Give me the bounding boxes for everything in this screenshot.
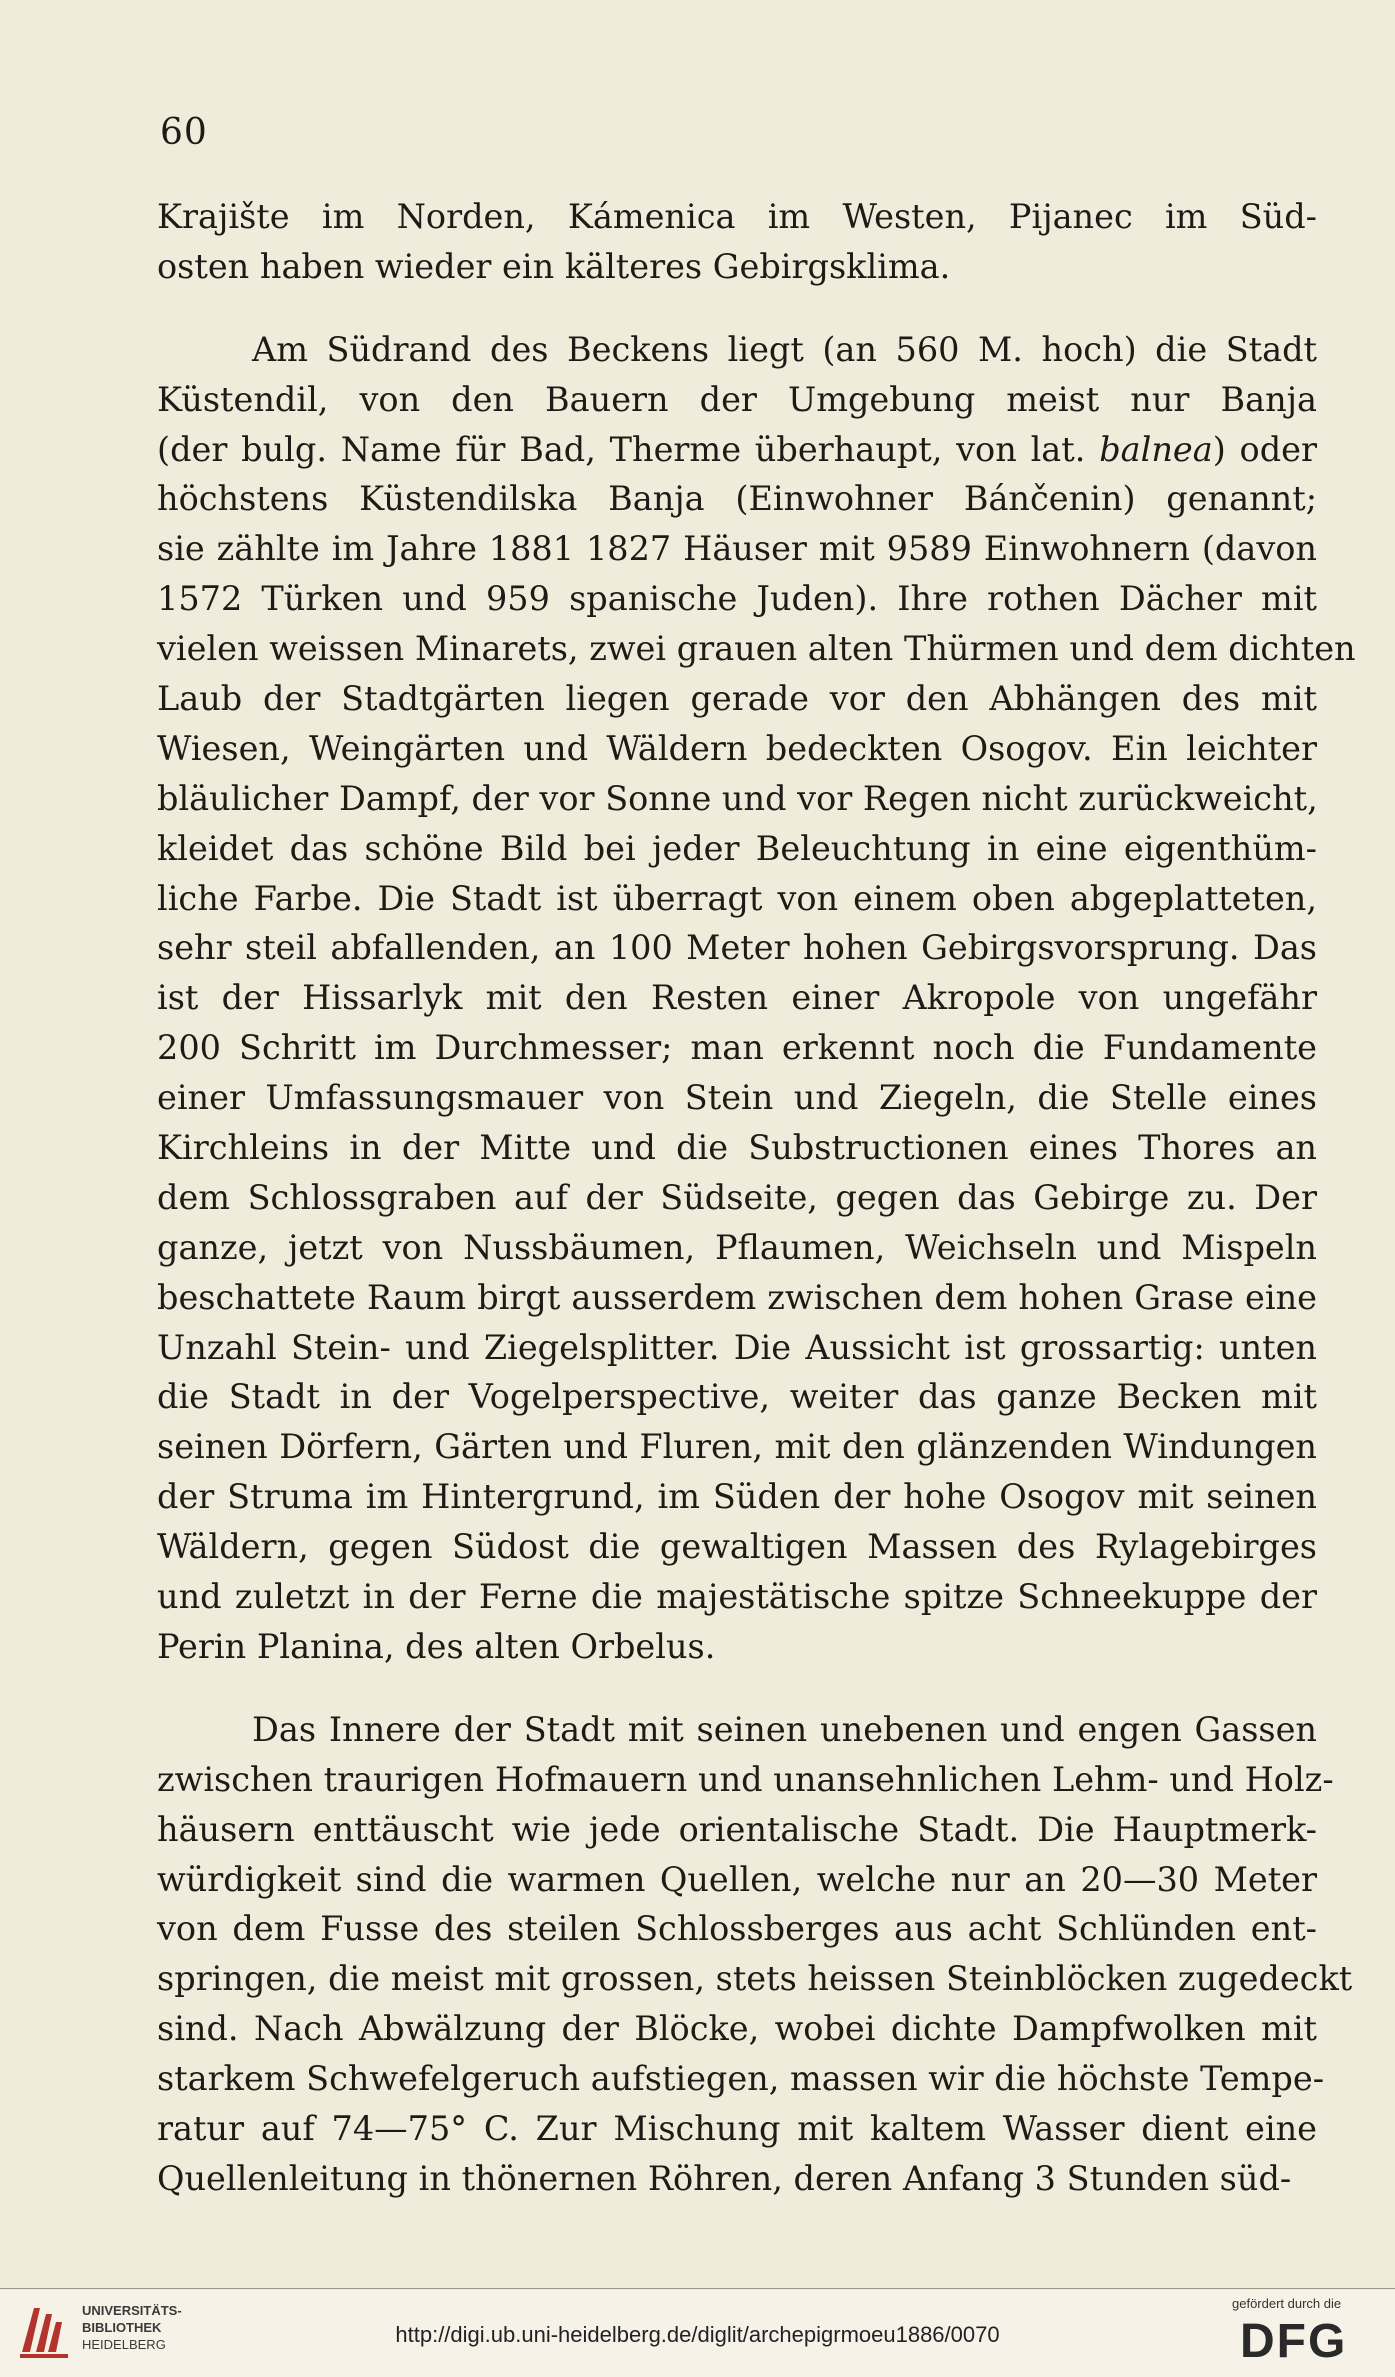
text-line: Laub der Stadtgärten liegen gerade vor den Abhängen des mit: [157, 679, 1317, 719]
text-line: springen, die meist mit grossen, stets heissen Steinblöcken zugedeckt: [157, 1959, 1353, 1999]
text-line: (der bulg. Name für Bad, Therme überhaupt, von lat. balnea) oder: [157, 429, 1318, 469]
text-line: zwischen traurigen Hofmauern und unansehnlichen Lehm- und Holz-: [157, 1759, 1334, 1799]
latin-term: balnea: [1099, 429, 1213, 469]
paragraph: [157, 325, 1356, 1672]
text-line: 200 Schritt im Durchmesser; man erkennt noch die Fundamente: [157, 1028, 1317, 1068]
text-line: 1572 Türken und 959 spanische Juden). Ihre rothen Dächer mit: [157, 579, 1317, 619]
text-line: ratur auf 74—75° C. Zur Mischung mit kaltem Wasser dient eine: [157, 2108, 1317, 2148]
text-line: osten haben wieder ein kälteres Gebirgsklima.: [157, 246, 951, 286]
text-line: kleidet das schöne Bild bei jeder Beleuchtung in eine eigenthüm-: [157, 828, 1317, 868]
text-line: beschattete Raum birgt ausserdem zwischen dem hohen Grase eine: [157, 1277, 1317, 1317]
institution-line-2: BIBLIOTHEK: [82, 2320, 162, 2335]
text-line: Das Innere der Stadt mit seinen unebenen und engen Gassen: [252, 1709, 1317, 1749]
institution-line-1: UNIVERSITÄTS-: [82, 2303, 182, 2318]
text-line: Unzahl Stein- und Ziegelsplitter. Die Aussicht ist grossartig: unten: [157, 1327, 1317, 1367]
text-line: Perin Planina, des alten Orbelus.: [157, 1626, 716, 1666]
text-line: sind. Nach Abwälzung der Blöcke, wobei dichte Dampfwolken mit: [157, 2009, 1317, 2049]
text-line: ganze, jetzt von Nussbäumen, Pflaumen, Weichseln und Mispeln: [157, 1227, 1317, 1267]
text-line: Krajište im Norden, Kámenica im Westen, Pijanec im Süd-: [157, 197, 1317, 236]
text-line: Kirchleins in der Mitte und die Substructionen eines Thores an: [157, 1128, 1317, 1168]
text-line: dem Schlossgraben auf der Südseite, gegen das Gebirge zu. Der: [157, 1177, 1317, 1217]
text-line: Wäldern, gegen Südost die gewaltigen Massen des Rylagebirges: [157, 1527, 1317, 1567]
text-line: seinen Dörfern, Gärten und Fluren, mit den glänzenden Windungen: [157, 1427, 1317, 1467]
footer-divider: [0, 2288, 1395, 2289]
text-line: die Stadt in der Vogelperspective, weiter das ganze Becken mit: [157, 1377, 1317, 1417]
text-line: vielen weissen Minarets, zwei grauen alten Thürmen und dem dichten: [157, 629, 1356, 669]
text-line: bläulicher Dampf, der vor Sonne und vor Regen nicht zurückweicht,: [157, 778, 1318, 818]
text-line: Am Südrand des Beckens liegt (an 560 M. hoch) die Stadt: [252, 329, 1317, 369]
text-block: [157, 192, 1356, 2204]
paragraph: [157, 1705, 1353, 2204]
text-line: höchstens Küstendilska Banja (Einwohner Bánčenin) genannt;: [157, 479, 1317, 519]
text-line: Wiesen, Weingärten und Wäldern bedeckten Osogov. Ein leichter: [157, 728, 1317, 768]
institution-line-3: HEIDELBERG: [82, 2337, 166, 2352]
text-line: der Struma im Hintergrund, im Süden der hohe Osogov mit seinen: [157, 1477, 1317, 1517]
funding-note: gefördert durch die: [1232, 2296, 1342, 2311]
dfg-logo: DFG: [1240, 2315, 1348, 2368]
text-line: von dem Fusse des steilen Schlossberges aus acht Schlünden ent-: [157, 1909, 1317, 1949]
paragraph: [157, 192, 1317, 292]
text-line: starkem Schwefelgeruch aufstiegen, massen wir die höchste Tempe-: [157, 2059, 1325, 2099]
text-line: Küstendil, von den Bauern der Umgebung meist nur Banja: [157, 379, 1317, 419]
paragraph-gap: [157, 1672, 1317, 1705]
text-line: sehr steil abfallenden, an 100 Meter hohen Gebirgsvorsprung. Das: [157, 928, 1317, 968]
text-line: würdigkeit sind die warmen Quellen, welche nur an 20—30 Meter: [157, 1859, 1317, 1899]
text-line: und zuletzt in der Ferne die majestätische spitze Schneekuppe der: [157, 1577, 1317, 1617]
text-line: liche Farbe. Die Stadt ist überragt von einem oben abgeplatteten,: [157, 878, 1317, 918]
text-line: häusern enttäuscht wie jede orientalische Stadt. Die Hauptmerk-: [157, 1809, 1317, 1849]
text-line: Quellenleitung in thönernen Röhren, deren Anfang 3 Stunden süd-: [157, 2158, 1292, 2198]
text-line: sie zählte im Jahre 1881 1827 Häuser mit 9589 Einwohnern (davon: [157, 529, 1317, 569]
page-number: 60: [160, 112, 208, 153]
paragraph-gap: [157, 292, 1317, 325]
source-url-link[interactable]: http://digi.ub.uni-heidelberg.de/diglit/archepigrmoeu1886/0070: [395, 2322, 1000, 2347]
text-line: ist der Hissarlyk mit den Resten einer Akropole von ungefähr: [157, 978, 1317, 1018]
text-line: einer Umfassungsmauer von Stein und Ziegeln, die Stelle eines: [157, 1078, 1317, 1118]
